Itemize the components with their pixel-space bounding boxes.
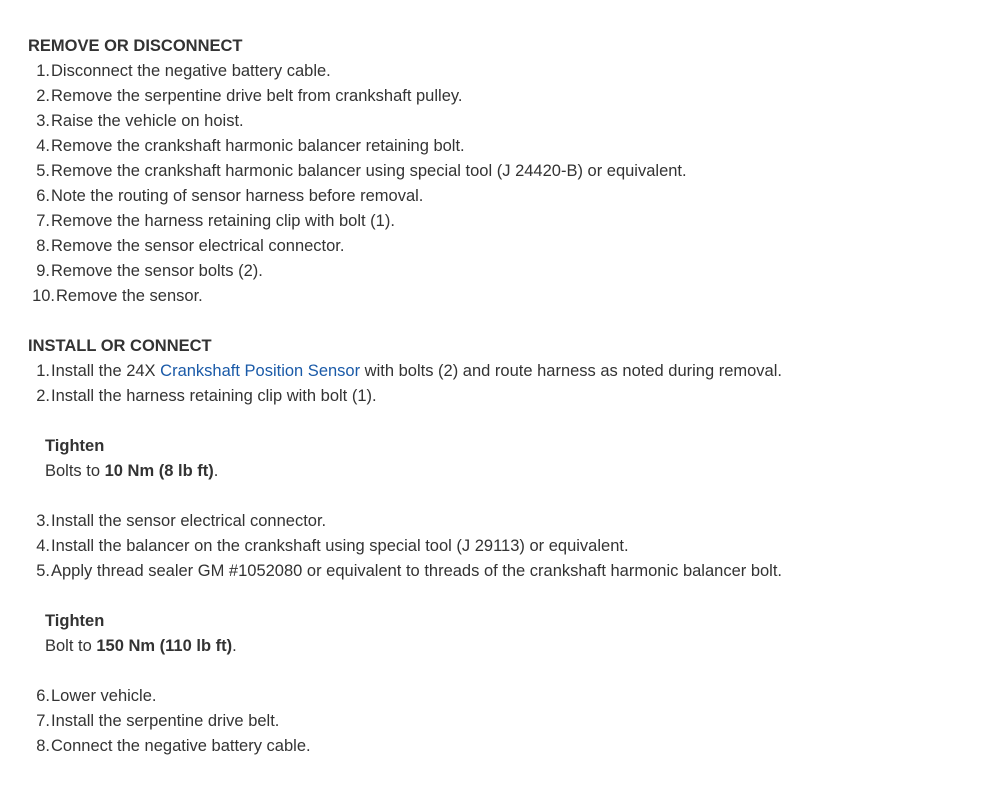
remove-step-3	[0, 109, 244, 134]
step-number: 3.	[36, 512, 50, 530]
step-number: 5.	[36, 562, 50, 580]
step-text-before: Install the 24X	[51, 362, 161, 380]
step-text: Note the routing of sensor harness before removal.	[51, 187, 424, 205]
step-text: Disconnect the negative battery cable.	[51, 62, 331, 80]
tighten-text: Bolts to	[45, 462, 105, 480]
step-number: 2.	[36, 87, 50, 105]
step-number: 1.	[36, 62, 50, 80]
tighten-period: .	[232, 637, 237, 655]
tighten-spec-2	[45, 634, 237, 659]
step-text: Install the serpentine drive belt.	[51, 712, 280, 730]
install-step-7	[0, 709, 279, 734]
step-number: 4.	[36, 537, 50, 555]
step-text: Install the sensor electrical connector.	[51, 512, 327, 530]
step-text: Remove the sensor bolts (2).	[51, 262, 263, 280]
step-text: Install the balancer on the crankshaft using special tool (J 29113) or equivalent.	[51, 537, 629, 555]
tighten-text: Bolt to	[45, 637, 97, 655]
step-number: 1.	[36, 362, 50, 380]
step-text: Lower vehicle.	[51, 687, 157, 705]
step-text: Remove the sensor electrical connector.	[51, 237, 345, 255]
step-text: Install the harness retaining clip with bolt (1).	[51, 387, 377, 405]
remove-heading: REMOVE OR DISCONNECT	[28, 37, 243, 55]
step-number: 10.	[32, 287, 55, 305]
step-text: Apply thread sealer GM #1052080 or equivalent to threads of the crankshaft harmonic balancer bolt.	[51, 562, 783, 580]
crankshaft-position-sensor-link[interactable]: Crankshaft Position Sensor	[160, 362, 361, 380]
step-text	[51, 359, 782, 384]
step-number: 7.	[36, 712, 50, 730]
remove-step-6	[0, 184, 423, 209]
remove-step-1	[0, 59, 331, 84]
tighten-heading-1: Tighten	[45, 437, 105, 455]
step-number: 2.	[36, 387, 50, 405]
step-number: 4.	[36, 137, 50, 155]
step-text: Remove the sensor.	[56, 287, 203, 305]
remove-step-8	[0, 234, 344, 259]
step-text: Remove the harness retaining clip with bolt (1).	[51, 212, 395, 230]
step-number: 5.	[36, 162, 50, 180]
step-number: 7.	[36, 212, 50, 230]
step-number: 8.	[36, 237, 50, 255]
step-number: 6.	[36, 687, 50, 705]
remove-step-2	[0, 84, 462, 109]
step-text: Remove the crankshaft harmonic balancer retaining bolt.	[51, 137, 465, 155]
install-step-4	[0, 534, 629, 559]
step-number: 3.	[36, 112, 50, 130]
step-text: Connect the negative battery cable.	[51, 737, 311, 755]
tighten-period: .	[213, 462, 219, 480]
remove-step-5	[0, 159, 687, 184]
install-step-6	[0, 684, 156, 709]
tighten-heading-2: Tighten	[45, 612, 105, 630]
install-step-2	[0, 384, 377, 409]
step-number: 8.	[36, 737, 50, 755]
install-step-8	[0, 734, 311, 759]
remove-step-9	[0, 259, 263, 284]
install-step-3	[0, 509, 326, 534]
step-text-after: with bolts (2) and route harness as noted during removal.	[360, 362, 782, 380]
step-number: 9.	[36, 262, 50, 280]
remove-step-4	[0, 134, 465, 159]
step-text: Raise the vehicle on hoist.	[51, 112, 244, 130]
remove-step-7	[0, 209, 395, 234]
torque-value: 150 Nm (110 lb ft)	[96, 637, 233, 655]
install-heading: INSTALL OR CONNECT	[28, 337, 212, 355]
step-number: 6.	[36, 187, 50, 205]
install-step-1	[0, 359, 782, 384]
step-text: Remove the serpentine drive belt from crankshaft pulley.	[51, 87, 463, 105]
install-step-5	[0, 559, 782, 584]
remove-step-10	[0, 284, 203, 309]
torque-value: 10 Nm (8 lb ft)	[104, 462, 214, 480]
step-text: Remove the crankshaft harmonic balancer using special tool (J 24420-B) or equivalent.	[51, 162, 687, 180]
tighten-spec-1	[45, 459, 218, 484]
